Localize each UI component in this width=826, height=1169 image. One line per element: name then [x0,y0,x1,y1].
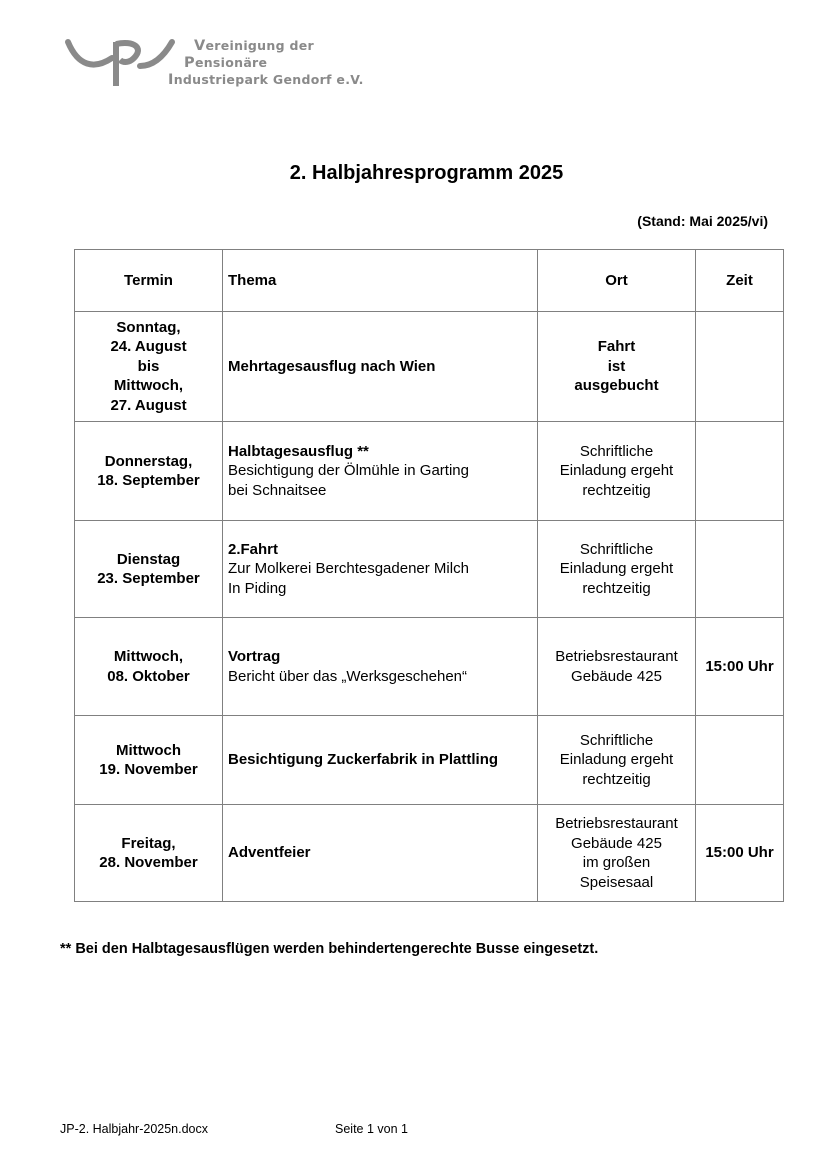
cell-line: 27. August [110,396,187,414]
cell-line: im großen [582,854,651,871]
footnote: ** Bei den Halbtagesausflügen werden behindertengerechte Busse eingesetzt. [60,941,599,957]
cell-line: Speisesaal [579,873,654,891]
cell-line: bis [137,357,160,375]
cell-line: bei Schnaitsee [228,481,327,499]
cell-line: Fahrt [597,338,636,356]
table-row [75,312,784,422]
cell-line: 2.Fahrt [228,540,279,558]
zeit-cell [696,716,784,805]
header-zeit: Zeit [696,250,784,312]
footer-page-number: Seite 1 von 1 [335,1122,408,1136]
cell-line: Donnerstag, [104,452,193,470]
cell-line: ist [607,357,626,375]
table-row [75,521,784,618]
cell-line: 24. August [110,338,187,356]
cell-line: Einladung ergeht [559,751,674,769]
cell-line: 28. November [99,854,198,871]
cell-line: Einladung ergeht [559,462,674,480]
ort-cell [538,312,696,422]
cell-line: Sonntag, [116,318,181,336]
footer-filename: JP-2. Halbjahr-2025n.docx [60,1122,208,1136]
zeit-cell: 15:00 Uhr [696,618,784,716]
zeit-cell [696,422,784,521]
cell-line: 19. November [99,761,198,778]
termin-cell [75,805,223,902]
cell-line: Schriftliche [579,731,654,749]
cell-line: rechtzeitig [582,579,651,597]
logo-line-2: Pensionäre [184,55,268,71]
cell-line: Adventfeier [228,844,311,862]
table-header-row [75,250,784,312]
thema-cell [223,422,538,521]
cell-line: rechtzeitig [582,481,651,499]
program-table [74,249,784,902]
cell-line: 23. September [97,570,200,587]
termin-cell [75,312,223,422]
logo-line-3: Industriepark Gendorf e.V. [168,72,364,88]
status-date: (Stand: Mai 2025/vi) [637,213,768,229]
cell-line: rechtzeitig [582,770,651,788]
cell-line: Besichtigung der Ölmühle in Garting [228,462,469,480]
table-row [75,422,784,521]
ort-cell [538,422,696,521]
table-row [75,805,784,902]
termin-cell [75,618,223,716]
cell-line: Freitag, [121,834,176,852]
thema-cell [223,312,538,422]
zeit-cell [696,521,784,618]
thema-cell [223,716,538,805]
logo-line-1: Vereinigung der [194,38,314,54]
zeit-cell [696,312,784,422]
termin-cell [75,521,223,618]
cell-line: Mehrtagesausflug nach Wien [228,357,436,375]
cell-line: Gebäude 425 [571,834,662,852]
cell-line: Bericht über das „Werksgeschehen“ [228,667,468,685]
cell-line: Besichtigung Zuckerfabrik in Plattling [228,751,499,769]
ort-cell [538,805,696,902]
vpi-logo [64,36,384,92]
ort-cell [538,618,696,716]
zeit-cell: 15:00 Uhr [696,805,784,902]
termin-cell [75,422,223,521]
vpi-logo-mark-icon [64,36,184,92]
termin-cell [75,716,223,805]
cell-line: Halbtagesausflug ** [228,442,369,460]
cell-line: Schriftliche [579,540,654,558]
table-row [75,716,784,805]
cell-line: 08. Oktober [107,667,190,685]
cell-line: Zur Molkerei Berchtesgadener Milch [228,560,469,578]
cell-line: Vortrag [228,648,281,665]
document-title: 2. Halbjahresprogramm 2025 [289,162,564,184]
header-thema: Thema [223,250,538,312]
cell-line: Betriebsrestaurant [555,648,678,665]
cell-line: 18. September [97,472,200,489]
cell-line: Schriftliche [579,442,654,460]
header-termin: Termin [75,250,223,312]
cell-line: ausgebucht [574,377,659,395]
thema-cell [223,618,538,716]
cell-line: Mittwoch, [113,648,184,665]
header-ort: Ort [538,250,696,312]
ort-cell [538,521,696,618]
cell-line: Dienstag [116,550,181,568]
cell-line: Gebäude 425 [571,667,662,685]
table-body [75,312,784,902]
cell-line: Betriebsrestaurant [555,815,678,832]
thema-cell [223,805,538,902]
table-row [75,618,784,716]
cell-line: In Piding [228,579,287,597]
ort-cell [538,716,696,805]
cell-line: Mittwoch, [113,377,184,395]
cell-line: Mittwoch [116,741,181,759]
thema-cell [223,521,538,618]
cell-line: Einladung ergeht [559,560,674,578]
